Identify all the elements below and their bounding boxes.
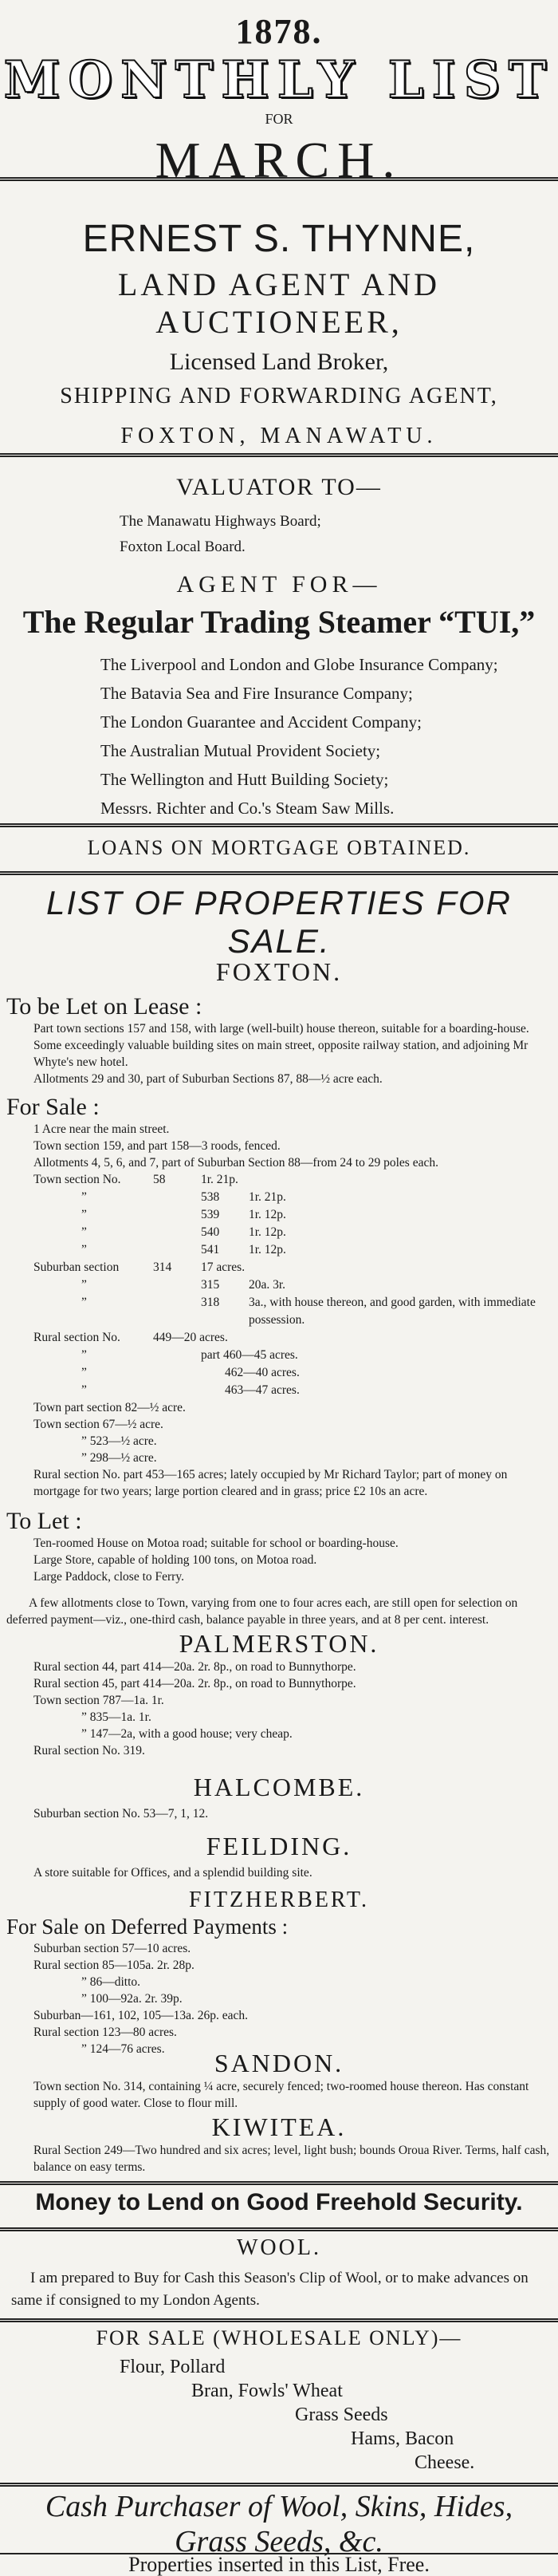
location: FOXTON, MANAWATU. bbox=[120, 424, 438, 448]
lease-item: Part town sections 157 and 158, with large (well-built) house thereon, suitable for a boarding-house. bbox=[33, 1022, 529, 1036]
agent-role: LAND AGENT AND AUCTIONEER, bbox=[117, 266, 441, 340]
table-row bbox=[33, 1329, 552, 1347]
divider bbox=[0, 2483, 558, 2487]
agent-for-block bbox=[0, 571, 558, 823]
list-item: ” 147—2a, with a good house; very cheap. bbox=[81, 1727, 293, 1741]
agency-line: Messrs. Richter and Co.'s Steam Saw Mills. bbox=[100, 799, 395, 818]
lease-heading: To be Let on Lease : bbox=[6, 993, 202, 1020]
list-item: ” 835—1a. 1r. bbox=[81, 1710, 151, 1724]
agent-block bbox=[0, 190, 558, 467]
shipping-agent: SHIPPING AND FORWARDING AGENT, bbox=[60, 384, 498, 408]
rural-table bbox=[6, 1329, 552, 1399]
cell: 463—47 acres. bbox=[225, 1383, 300, 1397]
cell: part 460—45 acres. bbox=[201, 1348, 298, 1362]
cell: ” bbox=[81, 1190, 87, 1204]
cell: 58 bbox=[153, 1173, 166, 1186]
licensed-broker: Licensed Land Broker, bbox=[169, 349, 389, 375]
agency-line: The London Guarantee and Accident Company; bbox=[100, 712, 422, 732]
month-title: MARCH. bbox=[155, 132, 403, 188]
place-kiwitea: KIWITEA. bbox=[211, 2112, 347, 2141]
list-item: A store suitable for Offices, and a splendid building site. bbox=[33, 1866, 312, 1880]
agency-line: The Wellington and Hutt Building Society; bbox=[100, 770, 389, 789]
cell: ” bbox=[81, 1348, 87, 1362]
sale-item: Allotments 4, 5, 6, and 7, part of Suburban Section 88—from 24 to 29 poles each. bbox=[33, 1156, 438, 1170]
wool-title: WOOL. bbox=[237, 2235, 321, 2260]
cell: ” bbox=[81, 1296, 87, 1309]
table-row bbox=[33, 1276, 552, 1294]
allotments-note: A few allotments close to Town, varying from one to four acres each, are still open for selection on deferred payment—viz., one-third cash, balance payable in three years, and at 8 per cent. interest. bbox=[6, 1596, 518, 1627]
masthead bbox=[0, 0, 558, 198]
table-row bbox=[33, 1224, 552, 1241]
agency-line: The Australian Mutual Provident Society; bbox=[100, 741, 381, 760]
lease-item: Allotments 29 and 30, part of Suburban Sections 87, 88—½ acre each. bbox=[33, 1072, 383, 1086]
divider bbox=[0, 2227, 558, 2231]
cell: 449—20 acres. bbox=[153, 1331, 228, 1344]
list-item: Suburban—161, 102, 105—13a. 26p. each. bbox=[33, 2009, 249, 2022]
cell: 315 bbox=[201, 1278, 220, 1292]
properties-title: LIST OF PROPERTIES FOR SALE. bbox=[46, 884, 512, 960]
cell: 1r. 12p. bbox=[249, 1243, 286, 1256]
divider bbox=[0, 871, 558, 875]
cell: 1r. 12p. bbox=[249, 1208, 286, 1221]
let-heading: To Let : bbox=[6, 1508, 82, 1534]
list-item: Suburban section No. 53—7, 1, 12. bbox=[33, 1807, 209, 1821]
divider bbox=[0, 453, 558, 457]
valuator-block bbox=[0, 474, 558, 560]
cell: ” bbox=[81, 1278, 87, 1292]
cell: 318 bbox=[201, 1296, 220, 1309]
let-item: Large Paddock, close to Ferry. bbox=[33, 1570, 184, 1584]
sale-item: ” 298—½ acre. bbox=[81, 1451, 157, 1465]
wholesale-section bbox=[0, 2326, 558, 2475]
cell: ” bbox=[81, 1383, 87, 1397]
sale-heading: For Sale : bbox=[6, 1094, 100, 1120]
list-item: Suburban section 57—10 acres. bbox=[33, 1942, 191, 1955]
loans-notice: LOANS ON MORTGAGE OBTAINED. bbox=[87, 836, 471, 859]
list-item: Rural section 123—80 acres. bbox=[33, 2026, 177, 2039]
table-row bbox=[33, 1259, 552, 1276]
cell: 20a. 3r. bbox=[249, 1278, 286, 1292]
wool-text: I am prepared to Buy for Cash this Season's Clip of Wool, or to make advances on same if consigned to my London Agents. bbox=[11, 2270, 529, 2309]
sale-item: ” 523—½ acre. bbox=[81, 1434, 157, 1448]
table-row bbox=[33, 1364, 552, 1382]
table-row bbox=[33, 1241, 552, 1259]
table-row bbox=[33, 1382, 552, 1399]
table-row bbox=[33, 1206, 552, 1224]
free-insertion-note: Properties inserted in this List, Free. bbox=[128, 2553, 430, 2576]
lease-item: Some exceedingly valuable building sites on main street, opposite railway station, and adjoining Mr Whyte's new hotel. bbox=[33, 1039, 529, 1069]
place-halcombe: HALCOMBE. bbox=[193, 1773, 365, 1801]
list-item: Rural section No. 319. bbox=[33, 1744, 145, 1757]
sale-item: Town part section 82—½ acre. bbox=[33, 1401, 186, 1414]
valuator-title: VALUATOR TO— bbox=[176, 474, 382, 500]
cell: Suburban section bbox=[33, 1260, 120, 1274]
foxton-section bbox=[0, 957, 558, 1628]
cell: 462—40 acres. bbox=[225, 1366, 300, 1379]
list-item: ” 100—92a. 2r. 39p. bbox=[81, 1992, 183, 2006]
wool-section bbox=[0, 2235, 558, 2312]
list-title-banner: MONTHLY LIST bbox=[3, 50, 555, 110]
cell: 538 bbox=[201, 1190, 220, 1204]
table-row bbox=[33, 1171, 552, 1189]
list-item: Rural section 44, part 414—20a. 2r. 8p., on road to Bunnythorpe. bbox=[33, 1660, 356, 1674]
agent-for-title: AGENT FOR— bbox=[176, 571, 382, 598]
deferred-heading: For Sale on Deferred Payments : bbox=[6, 1915, 289, 1939]
sandon-section bbox=[0, 2049, 558, 2112]
cell: ” bbox=[81, 1208, 87, 1221]
sale-item: Town section 159, and part 158—3 roods, fenced. bbox=[33, 1139, 281, 1153]
halcombe-section bbox=[0, 1773, 558, 1822]
list-item: Rural section 45, part 414—20a. 2r. 8p., on road to Bunnythorpe. bbox=[33, 1677, 356, 1690]
divider bbox=[0, 823, 558, 827]
list-item: Town section 787—1a. 1r. bbox=[33, 1694, 164, 1707]
valuator-line: The Manawatu Highways Board; bbox=[120, 513, 321, 530]
cell: ” bbox=[81, 1366, 87, 1379]
divider bbox=[0, 2318, 558, 2322]
cell: 1r. 21p. bbox=[201, 1173, 238, 1186]
agency-line: The Liverpool and London and Globe Insurance Company; bbox=[100, 655, 498, 674]
cell: 314 bbox=[153, 1260, 172, 1274]
list-item: Rural section 85—105a. 2r. 28p. bbox=[33, 1959, 195, 1972]
place-fitzherbert: FITZHERBERT. bbox=[189, 1888, 369, 1912]
wholesale-item: Cheese. bbox=[415, 2452, 475, 2473]
agency-line: The Batavia Sea and Fire Insurance Company; bbox=[100, 684, 413, 703]
feilding-section bbox=[0, 1832, 558, 1881]
wholesale-item: Bran, Fowls' Wheat bbox=[191, 2381, 343, 2401]
cell: ” bbox=[81, 1243, 87, 1256]
let-item: Ten-roomed House on Motoa road; suitable for school or boarding-house. bbox=[33, 1537, 399, 1550]
cell: 3a., with house thereon, and good garden, with immediate possession. bbox=[249, 1296, 536, 1327]
sale-item: Rural section No. part 453—165 acres; lately occupied by Mr Richard Taylor; part of money on mortgage for two years; large portion cleared and in grass; price £2 10s an acre. bbox=[33, 1468, 508, 1498]
for-label: FOR bbox=[265, 111, 293, 127]
list-item: Rural Section 249—Two hundred and six acres; level, light bush; bounds Oroua River. Terms, half cash, balance on easy terms. bbox=[33, 2144, 550, 2174]
table-row bbox=[33, 1294, 552, 1329]
sale-item: Town section 67—½ acre. bbox=[33, 1418, 163, 1431]
place-palmerston: PALMERSTON. bbox=[179, 1629, 379, 1658]
list-item: Town section No. 314, containing ¼ acre, securely fenced; two-roomed house thereon. Has constant supply of good water. Close to flour mill. bbox=[33, 2080, 529, 2110]
place-feilding: FEILDING. bbox=[206, 1832, 352, 1860]
suburban-table bbox=[6, 1259, 552, 1329]
cell: 540 bbox=[201, 1225, 220, 1239]
cell: 541 bbox=[201, 1243, 220, 1256]
fitzherbert-section bbox=[0, 1888, 558, 2057]
cell: 539 bbox=[201, 1208, 220, 1221]
list-item: ” 124—76 acres. bbox=[81, 2042, 165, 2056]
wholesale-title: FOR SALE (WHOLESALE ONLY)— bbox=[96, 2326, 462, 2349]
place-sandon: SANDON. bbox=[214, 2049, 344, 2077]
divider bbox=[0, 177, 558, 181]
steamer-tui: The Regular Trading Steamer “TUI,” bbox=[22, 604, 536, 640]
cell: Town section No. bbox=[33, 1173, 121, 1186]
money-to-lend: Money to Lend on Good Freehold Security. bbox=[35, 2189, 523, 2215]
list-item: ” 86—ditto. bbox=[81, 1975, 141, 1989]
wholesale-item: Hams, Bacon bbox=[351, 2428, 454, 2449]
valuator-line: Foxton Local Board. bbox=[120, 538, 246, 555]
sale-item: 1 Acre near the main street. bbox=[33, 1122, 170, 1136]
wholesale-item: Grass Seeds bbox=[295, 2404, 388, 2425]
palmerston-section bbox=[0, 1629, 558, 1759]
cell: Rural section No. bbox=[33, 1331, 120, 1344]
divider bbox=[0, 2181, 558, 2185]
table-row bbox=[33, 1189, 552, 1206]
town-table bbox=[6, 1171, 552, 1259]
kiwitea-section bbox=[0, 2112, 558, 2176]
place-foxton: FOXTON. bbox=[215, 957, 343, 986]
cell: 1r. 21p. bbox=[249, 1190, 286, 1204]
year: 1878. bbox=[235, 12, 323, 51]
wholesale-item: Flour, Pollard bbox=[120, 2357, 226, 2377]
cell: ” bbox=[81, 1225, 87, 1239]
table-row bbox=[33, 1347, 552, 1364]
let-item: Large Store, capable of holding 100 tons, on Motoa road. bbox=[33, 1553, 317, 1567]
agent-name: ERNEST S. THYNNE, bbox=[82, 218, 476, 260]
cash-purchaser: Cash Purchaser of Wool, Skins, Hides, Grass Seeds, &c. bbox=[45, 2490, 513, 2558]
cell: 17 acres. bbox=[201, 1260, 246, 1274]
cell: 1r. 12p. bbox=[249, 1225, 286, 1239]
